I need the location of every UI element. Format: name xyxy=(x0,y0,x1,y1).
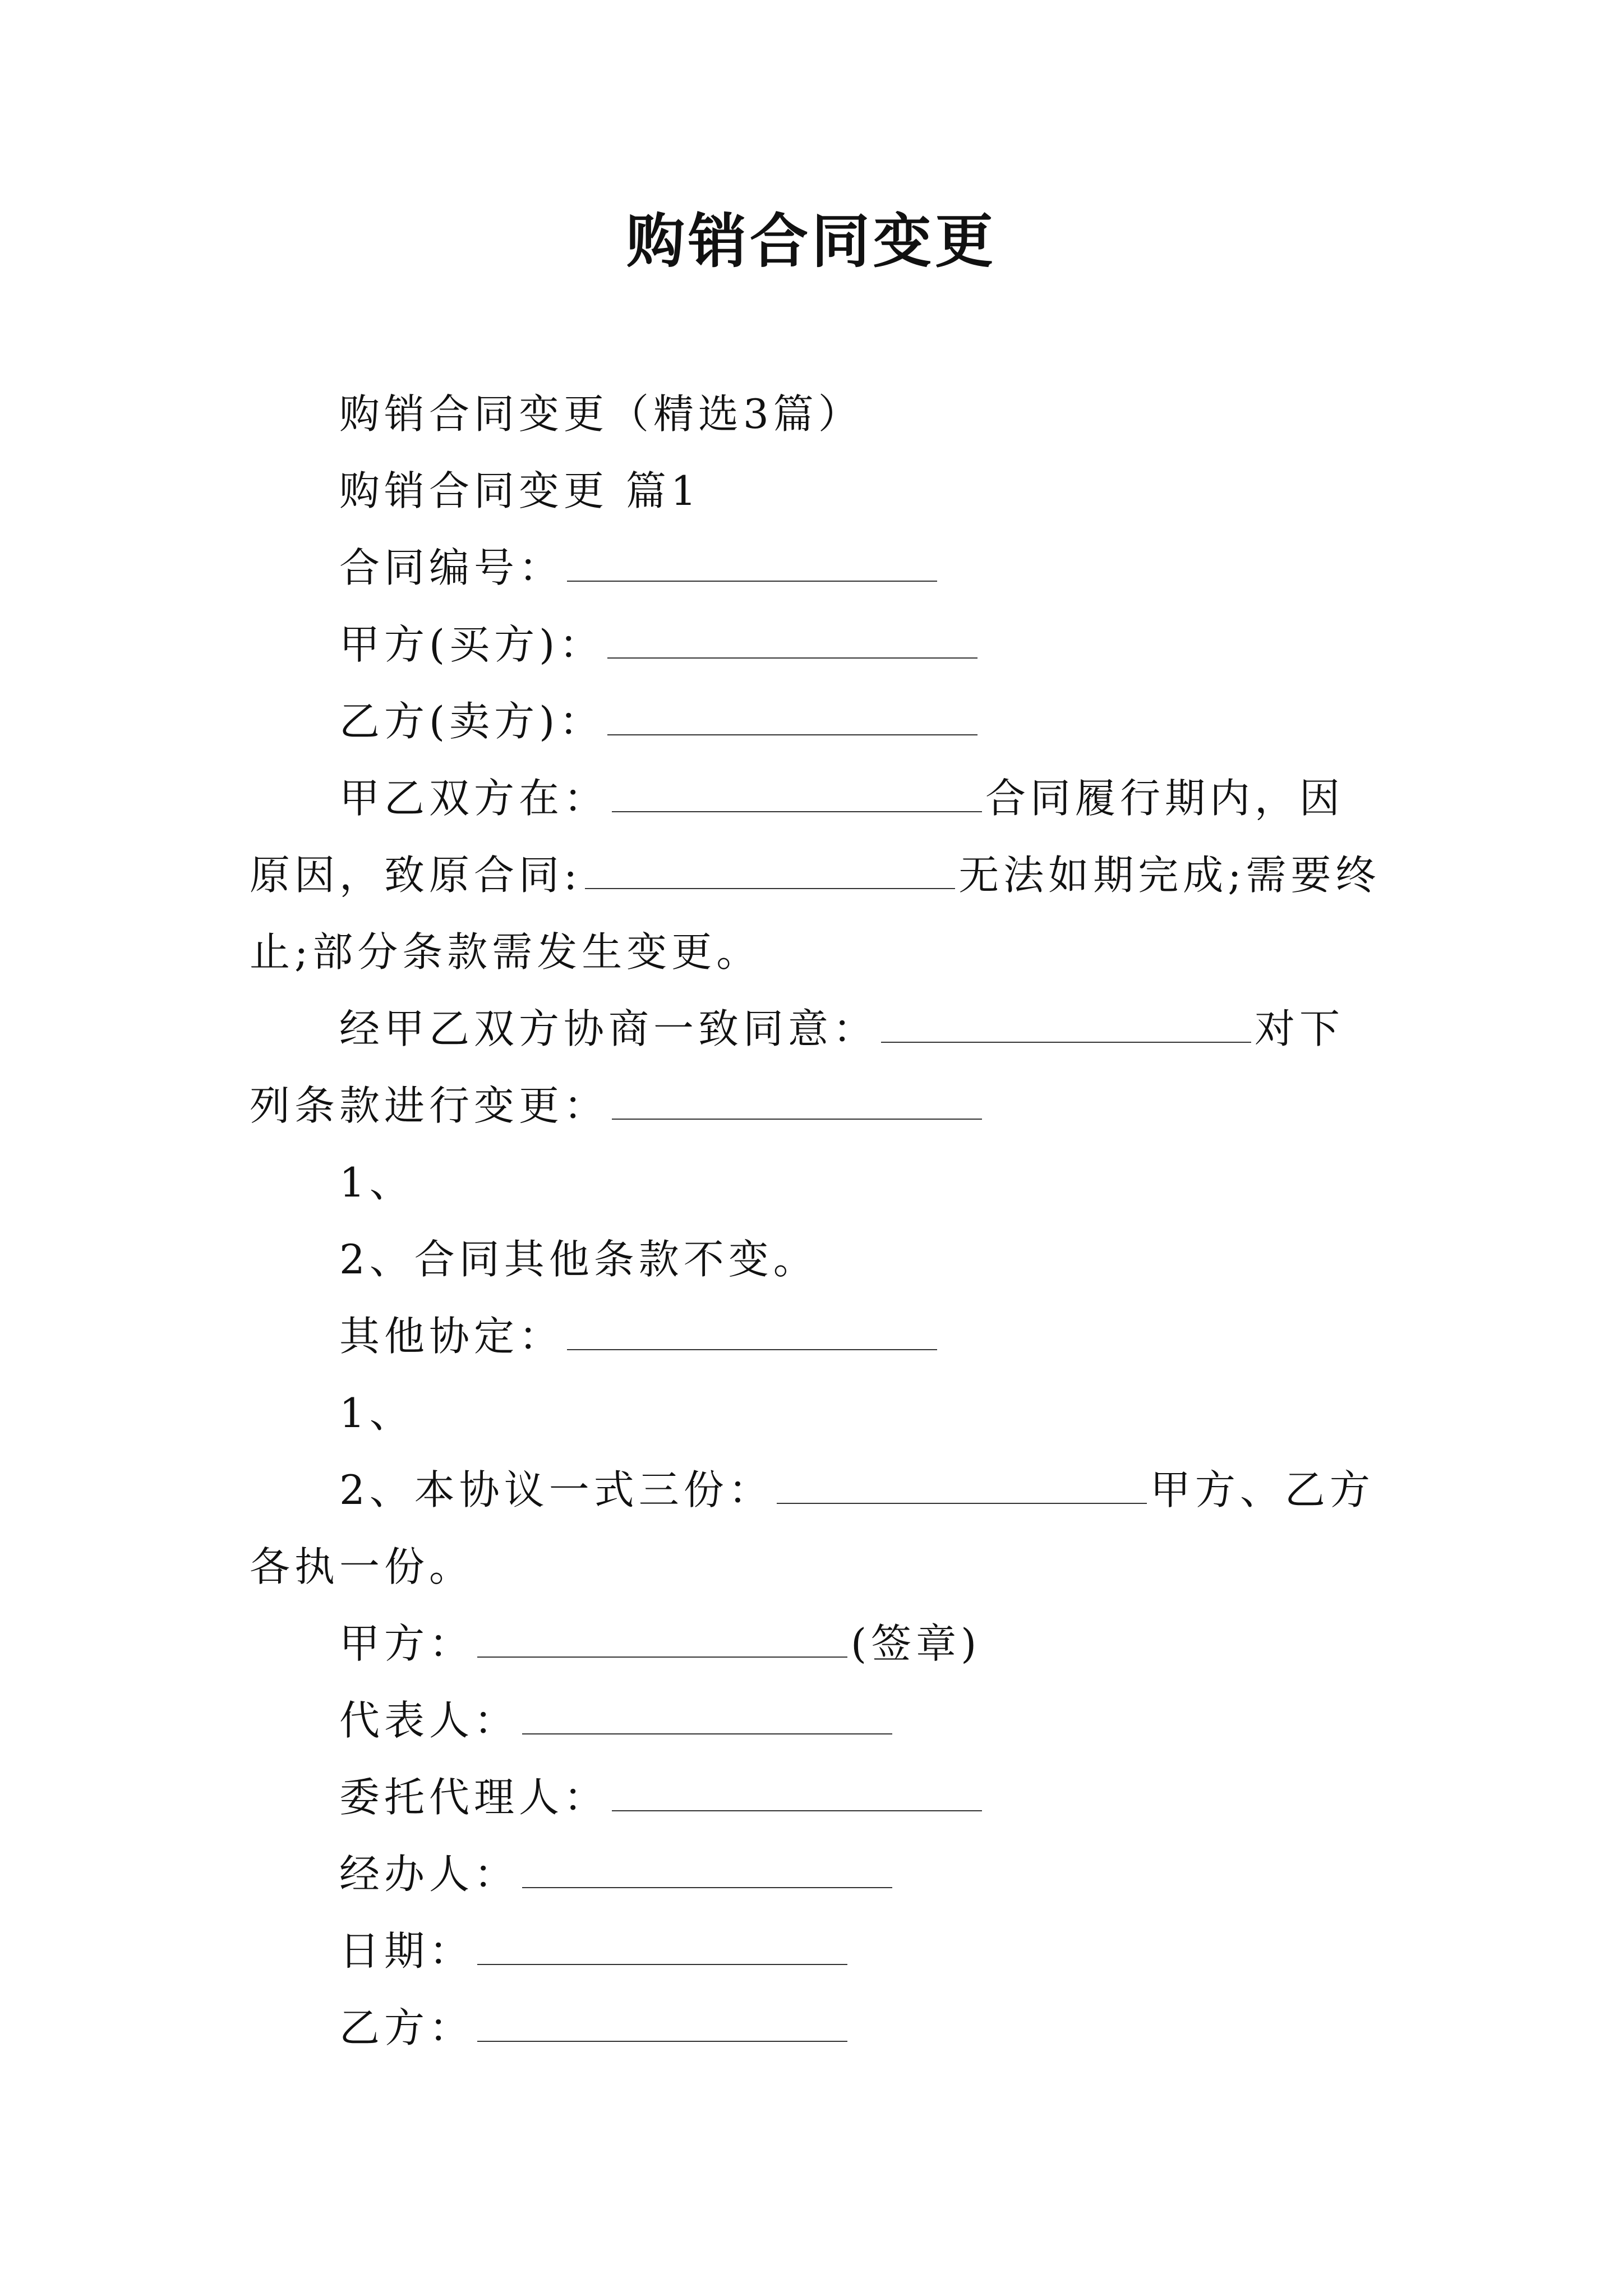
item-1a: 1、 xyxy=(339,1159,414,1206)
agree-text-1: 经甲乙双方协商一致同意： xyxy=(339,1005,878,1052)
contract-no-blank xyxy=(567,547,937,582)
change-blank-1 xyxy=(612,777,982,812)
item-2a: 2、合同其他条款不变。 xyxy=(339,1236,818,1283)
party-a-blank xyxy=(477,1623,847,1658)
date-line xyxy=(250,1913,1382,1990)
party-b-label: 乙方： xyxy=(339,2004,474,2051)
document-body xyxy=(250,376,1382,2067)
handler-label: 经办人： xyxy=(339,1851,519,1898)
section-heading: 购销合同变更 篇1 xyxy=(339,467,701,514)
party-a-sign-line xyxy=(250,1605,1382,1682)
representative-blank xyxy=(522,1700,892,1734)
representative-line xyxy=(250,1682,1382,1759)
handler-blank xyxy=(522,1853,892,1888)
agent-label: 委托代理人： xyxy=(339,1774,609,1821)
item-2b-text-2: 甲方、乙方各执一份。 xyxy=(250,1466,1375,1590)
change-text-3: 无法如期完成;需要终止;部分条款需发生变更。 xyxy=(250,852,1381,976)
party-a-buyer-line xyxy=(250,606,1382,683)
handler-line xyxy=(250,1836,1382,1913)
party-b-seller-label: 乙方(卖方)： xyxy=(339,698,605,745)
document-title: 购销合同变更 xyxy=(626,207,997,275)
item-2b-text-1: 2、本协议一式三份： xyxy=(339,1466,773,1513)
item-1b: 1、 xyxy=(339,1389,414,1437)
other-agreement-blank xyxy=(567,1315,937,1350)
seal-text: (签章) xyxy=(851,1620,981,1667)
agent-blank xyxy=(612,1777,982,1811)
agree-text-2: 对下列条款进行变更： xyxy=(250,1005,1345,1129)
party-b-seller-blank xyxy=(607,701,978,735)
date-blank xyxy=(477,1930,847,1965)
copies-blank xyxy=(777,1469,1147,1504)
change-text-1: 甲乙双方在： xyxy=(339,775,609,822)
change-blank-2 xyxy=(585,854,955,889)
party-a-buyer-label: 甲方(买方)： xyxy=(339,621,605,668)
agent-line xyxy=(250,1759,1382,1836)
agree-blank-2 xyxy=(612,1085,982,1120)
party-a-buyer-blank xyxy=(607,624,978,659)
other-agreement-line xyxy=(250,1298,1382,1375)
party-b-sign-line xyxy=(250,1990,1382,2067)
agree-paragraph xyxy=(250,991,1382,1144)
change-text-2: 合同履行期内，因原因，致原合同: xyxy=(250,775,1345,899)
item-2b xyxy=(250,1452,1382,1605)
contract-no-line xyxy=(250,530,1382,606)
party-b-seller-line xyxy=(250,683,1382,760)
party-b-blank xyxy=(477,2007,847,2042)
party-a-label: 甲方： xyxy=(339,1620,474,1667)
contract-no-label: 合同编号： xyxy=(339,544,564,591)
subtitle: 购销合同变更（精选3篇） xyxy=(339,390,863,438)
change-paragraph xyxy=(250,760,1382,991)
representative-label: 代表人： xyxy=(339,1697,519,1744)
other-agreement-label: 其他协定： xyxy=(339,1313,564,1360)
date-label: 日期： xyxy=(339,1927,474,1975)
agree-blank-1 xyxy=(881,1008,1251,1043)
